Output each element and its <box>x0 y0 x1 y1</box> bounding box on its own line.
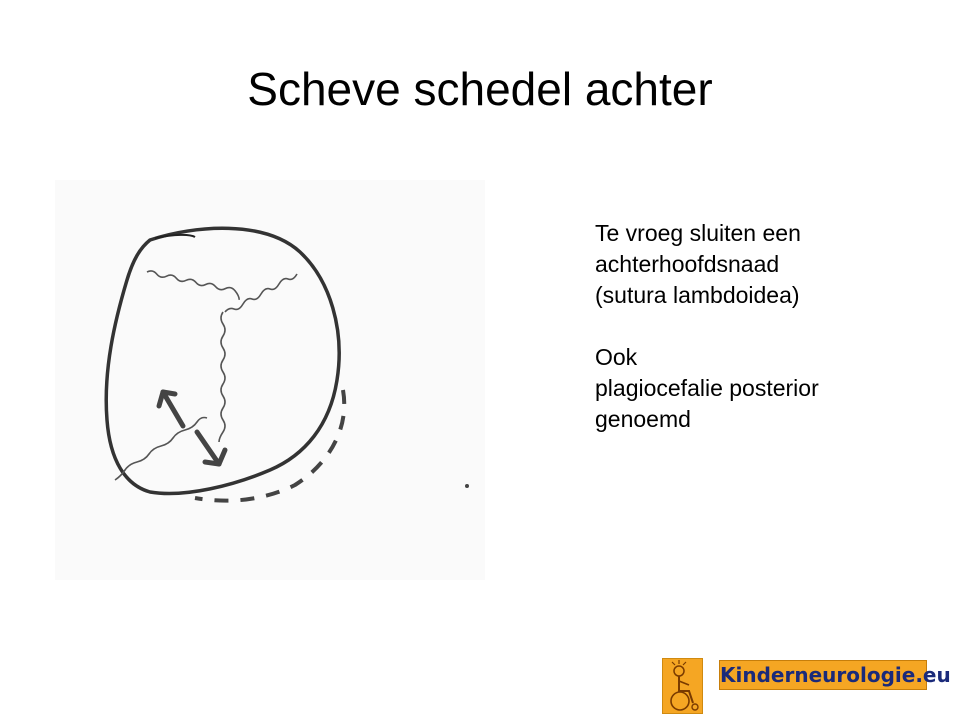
skull-drawing <box>55 180 485 580</box>
body-line: (sutura lambdoidea) <box>595 282 800 308</box>
body-line: genoemd <box>595 406 691 432</box>
body-line: achterhoofdsnaad <box>595 251 780 277</box>
body-line: Te vroeg sluiten een <box>595 220 801 246</box>
footer-logo <box>662 658 951 716</box>
body-text <box>595 218 935 435</box>
slide-title: Scheve schedel achter <box>247 63 713 115</box>
wheelchair-child-icon <box>662 658 703 714</box>
body-line: Ook <box>595 344 638 370</box>
body-gap <box>595 311 935 342</box>
body-line: plagiocefalie posterior <box>595 375 819 401</box>
logo-text: Kinderneurologie.eu <box>719 660 927 690</box>
